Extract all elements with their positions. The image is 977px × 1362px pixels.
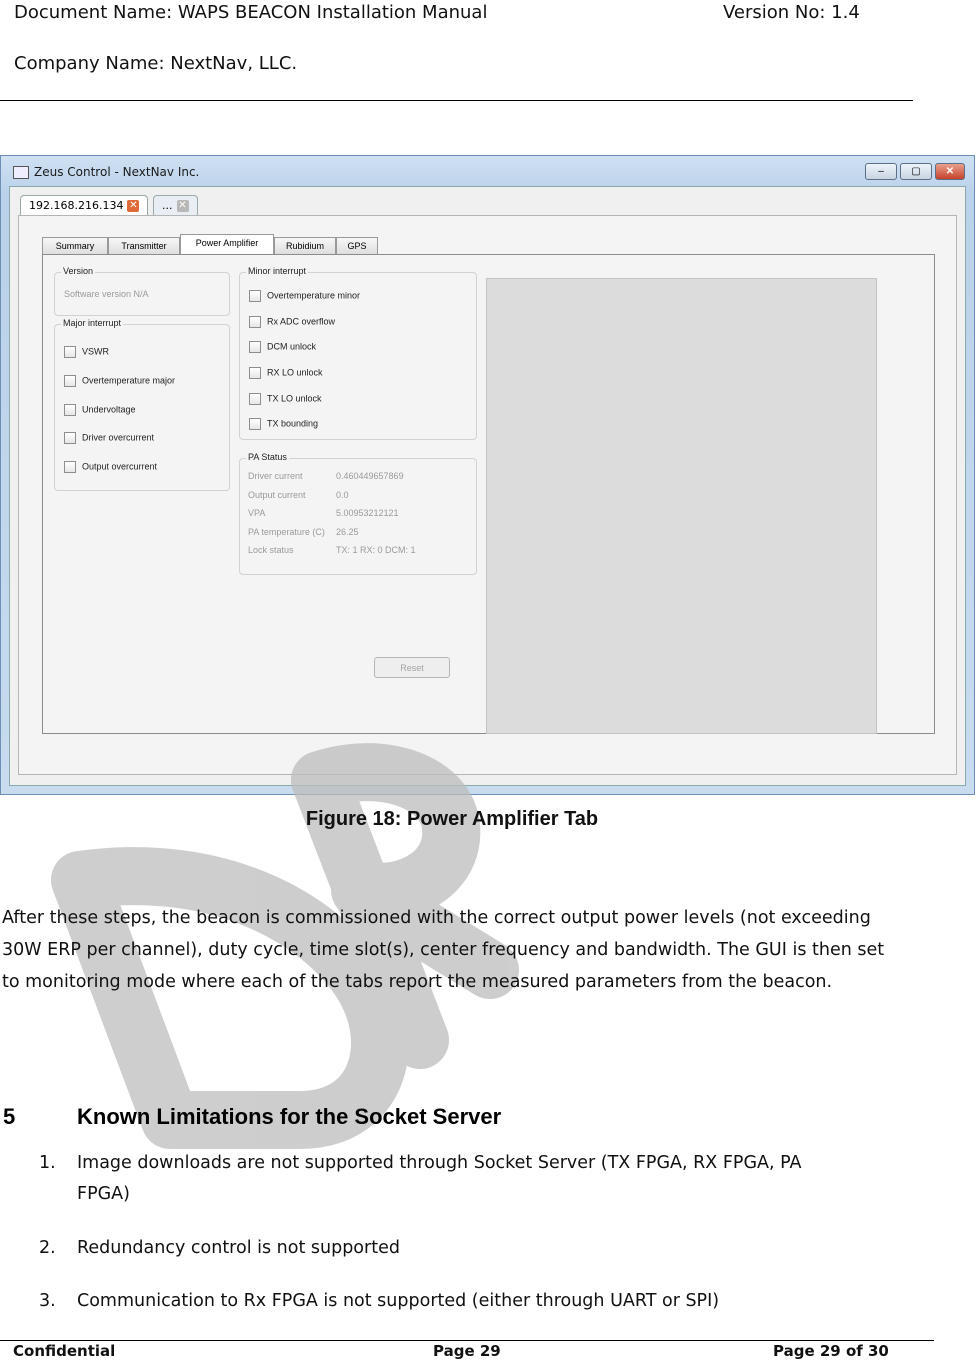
pa-status-value: 0.0	[336, 490, 349, 500]
pa-status-row	[248, 508, 399, 518]
company-name: Company Name: NextNav, LLC.	[14, 53, 298, 74]
close-tab-icon[interactable]: ✕	[129, 200, 138, 211]
pa-status-row	[248, 527, 359, 537]
checkbox-box[interactable]	[249, 290, 261, 302]
section-number: 5	[3, 1104, 16, 1129]
checkbox-box[interactable]	[64, 404, 76, 416]
checkbox-box[interactable]	[249, 316, 261, 328]
checkbox-label: Output overcurrent	[82, 461, 158, 472]
pa-status-row	[248, 545, 416, 555]
checkbox-label: Undervoltage	[82, 404, 136, 415]
software-version: Software version N/A	[64, 289, 149, 299]
pa-status-group	[239, 452, 477, 575]
checkbox-output-overcurrent[interactable]	[64, 461, 157, 473]
tab-summary[interactable]: Summary	[42, 237, 108, 255]
pa-status-value: TX: 1 RX: 0 DCM: 1	[336, 545, 416, 555]
list-number: 2.	[39, 1238, 56, 1258]
maximize-button[interactable]: ▢	[900, 163, 932, 180]
new-connection-tab[interactable]	[153, 195, 198, 215]
reset-button[interactable]: Reset	[374, 657, 450, 678]
version-group	[54, 266, 230, 316]
pa-status-value: 5.00953212121	[336, 508, 399, 518]
document-name: Document Name: WAPS BEACON Installation Manual	[14, 2, 488, 23]
major-interrupt-title: Major interrupt	[63, 318, 122, 328]
pa-status-row	[248, 471, 404, 481]
tab-power-amplifier[interactable]: Power Amplifier	[180, 234, 274, 256]
list-item	[39, 1148, 879, 1210]
checkbox-vswr[interactable]	[64, 346, 109, 358]
connection-tab-label: 192.168.216.134	[29, 199, 124, 212]
minor-interrupt-group	[239, 266, 477, 440]
checkbox-label: RX LO unlock	[267, 367, 323, 378]
checkbox-label: VSWR	[82, 346, 109, 357]
minimize-button[interactable]: ‒	[865, 163, 897, 180]
figure-caption: Figure 18: Power Amplifier Tab	[305, 808, 599, 830]
pa-status-title: PA Status	[248, 452, 287, 462]
pa-status-value: 26.25	[336, 527, 359, 537]
tab-rubidium[interactable]: Rubidium	[274, 237, 336, 255]
pa-status-row	[248, 490, 349, 500]
body-paragraph: After these steps, the beacon is commissioned with the correct output power levels (not exceeding 30W ERP per channel), duty cycle, time slot(s), center frequency and bandwidth. The GUI is then set to monitoring mode where each of the tabs report the measured parameters from the beacon.	[2, 908, 885, 992]
checkbox-box[interactable]	[249, 367, 261, 379]
checkbox-dcm-unlock[interactable]	[249, 341, 316, 353]
footer-page: Page 29	[433, 1342, 501, 1360]
list-number: 3.	[39, 1291, 56, 1311]
list-item	[39, 1233, 879, 1264]
zeus-control-window	[0, 155, 975, 795]
checkbox-label: Overtemperature minor	[267, 290, 361, 301]
tab-gps[interactable]: GPS	[336, 237, 378, 255]
checkbox-rx-lo-unlock[interactable]	[249, 367, 323, 379]
checkbox-overtemperature-minor[interactable]	[249, 290, 360, 302]
close-tab-icon[interactable]: ✕	[178, 200, 187, 211]
app-icon	[13, 166, 29, 179]
power-amplifier-panel	[42, 254, 935, 734]
checkbox-tx-bounding[interactable]	[249, 418, 318, 430]
pa-status-label: Output current	[248, 490, 306, 500]
checkbox-rx-adc-overflow[interactable]	[249, 316, 335, 328]
checkbox-box[interactable]	[64, 346, 76, 358]
list-text: Redundancy control is not supported	[77, 1238, 400, 1258]
checkbox-label: TX LO unlock	[267, 393, 322, 404]
pa-status-value: 0.460449657869	[336, 471, 404, 481]
major-interrupt-group	[54, 318, 230, 491]
pa-status-label: VPA	[248, 508, 266, 518]
header-rule	[0, 100, 913, 101]
checkbox-label: Overtemperature major	[82, 375, 176, 386]
checkbox-label: DCM unlock	[267, 341, 317, 352]
pa-status-label: Lock status	[248, 545, 294, 555]
checkbox-tx-lo-unlock[interactable]	[249, 393, 322, 405]
checkbox-box[interactable]	[64, 432, 76, 444]
checkbox-label: Driver overcurrent	[82, 432, 155, 443]
version-group-title: Version	[63, 266, 94, 276]
checkbox-box[interactable]	[249, 418, 261, 430]
window-title: Zeus Control - NextNav Inc.	[34, 165, 200, 179]
checkbox-overtemperature-major[interactable]	[64, 375, 175, 387]
list-item	[39, 1286, 879, 1317]
new-connection-tab-label: ...	[162, 199, 173, 212]
section-title: Known Limitations for the Socket Server	[77, 1104, 502, 1129]
checkbox-undervoltage[interactable]	[64, 404, 136, 416]
checkbox-label: TX bounding	[267, 418, 319, 429]
list-text: Image downloads are not supported through Socket Server (TX FPGA, RX FPGA, PA FPGA)	[77, 1153, 802, 1204]
checkbox-box[interactable]	[64, 461, 76, 473]
checkbox-box[interactable]	[249, 341, 261, 353]
connection-tab[interactable]	[20, 195, 148, 215]
footer-page-of: Page 29 of 30	[773, 1342, 889, 1360]
footer-rule	[0, 1340, 934, 1341]
checkbox-box[interactable]	[249, 393, 261, 405]
window-client-area	[9, 186, 966, 786]
tab-transmitter[interactable]: Transmitter	[108, 237, 180, 255]
checkbox-box[interactable]	[64, 375, 76, 387]
pa-status-label: PA temperature (C)	[248, 527, 325, 537]
version-number: Version No: 1.4	[723, 2, 860, 23]
footer-confidential: Confidential	[13, 1342, 116, 1360]
display-area	[486, 278, 877, 734]
pa-status-label: Driver current	[248, 471, 303, 481]
close-window-button[interactable]: ✕	[935, 163, 965, 180]
checkbox-driver-overcurrent[interactable]	[64, 432, 154, 444]
checkbox-label: Rx ADC overflow	[267, 316, 336, 327]
list-text: Communication to Rx FPGA is not supported (either through UART or SPI)	[77, 1291, 720, 1311]
list-number: 1.	[39, 1153, 56, 1173]
minor-interrupt-title: Minor interrupt	[248, 266, 307, 276]
